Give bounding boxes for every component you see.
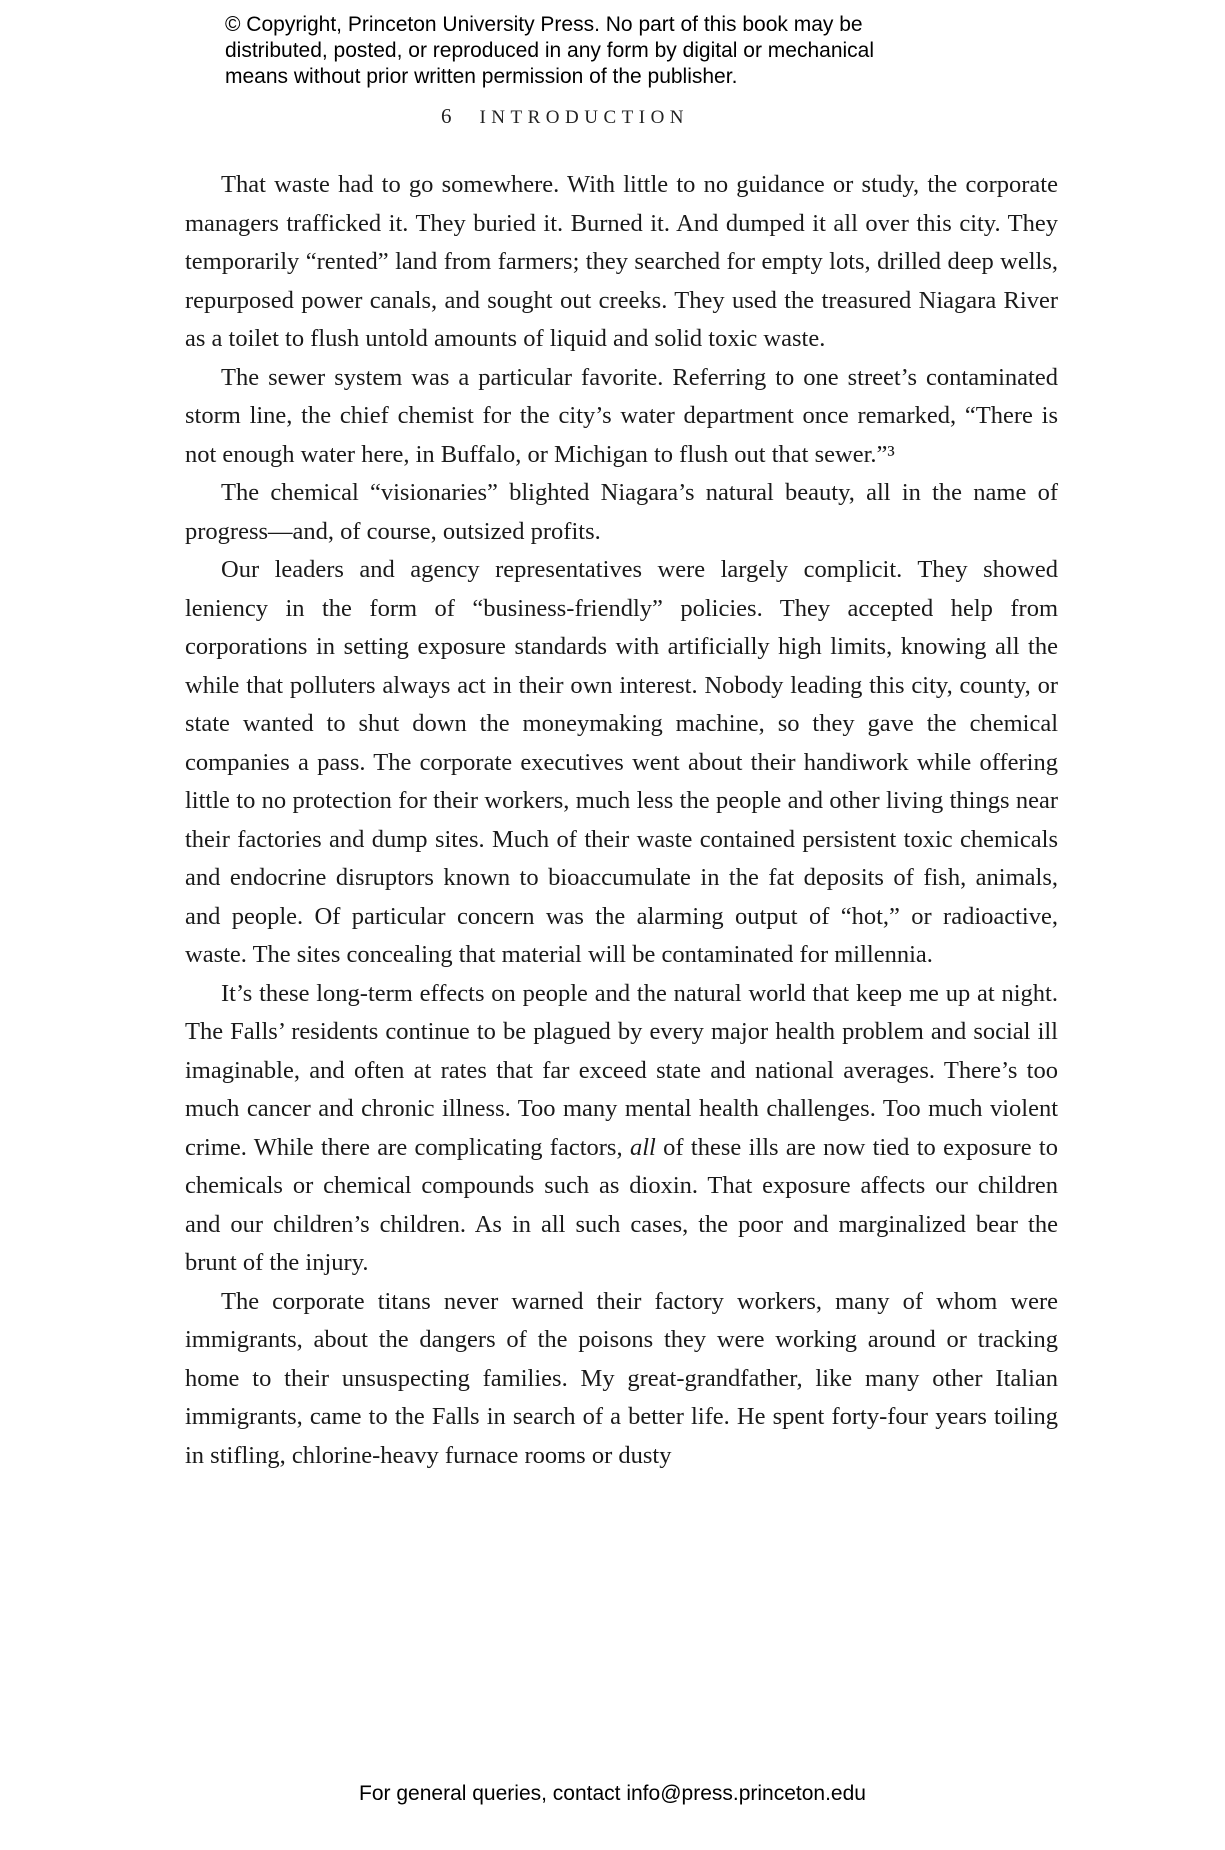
body-paragraph: The sewer system was a particular favorite. Referring to one street’s contaminated storm line, the chief chemist for the city’s water department once remarked, “There is not enough water here, in Buffalo, or Michigan to flush out that sewer.”³: [185, 363, 1058, 468]
page-footer-contact: For general queries, contact info@press.princeton.edu: [359, 1782, 866, 1805]
copyright-notice: [225, 12, 874, 90]
copyright-line: distributed, posted, or reproduced in any form by digital or mechanical: [225, 39, 875, 62]
body-paragraph: The chemical “visionaries” blighted Niagara’s natural beauty, all in the name of progress—and, of course, outsized profits.: [185, 479, 1058, 545]
chapter-running-title: INTRODUCTION: [479, 107, 690, 128]
copyright-line: © Copyright, Princeton University Press. No part of this book may be: [225, 13, 863, 36]
page-number: 6: [440, 104, 452, 128]
body-paragraph: It’s these long-term effects on people and the natural world that keep me up at night. The Falls’ residents continue to be plagued by every major health problem and social ill imaginable, and often at rates that far exceed state and national averages. There’s too much cancer and chronic illness. Too many mental health challenges. Too much violent crime. While there are complicating factors, all of these ills are now tied to exposure to chemicals or chemical compounds such as dioxin. That exposure affects our children and our children’s children. As in all such cases, the poor and marginalized bear the brunt of the injury.: [185, 979, 1058, 1276]
body-paragraph: That waste had to go somewhere. With little to no guidance or study, the corporate managers trafficked it. They buried it. Burned it. And dumped it all over this city. They temporarily “rented” land from farmers; they searched for empty lots, drilled deep wells, repurposed power canals, and sought out creeks. They used the treasured Niagara River as a toilet to flush untold amounts of liquid and solid toxic waste.: [185, 171, 1058, 352]
page-header: [185, 104, 945, 129]
copyright-line: means without prior written permission of the publisher.: [225, 65, 738, 88]
body-paragraph: The corporate titans never warned their factory workers, many of whom were immigrants, about the dangers of the poisons they were working around or tracking home to their unsuspecting families. My great-grandfather, like many other Italian immigrants, came to the Falls in search of a better life. He spent forty-four years toiling in stifling, chlorine-heavy furnace rooms or dusty: [185, 1287, 1058, 1469]
body-text-block: [185, 166, 1058, 1475]
body-paragraph: Our leaders and agency representatives were largely complicit. They showed leniency in the form of “business-friendly” policies. They accepted help from corporations in setting exposure standards with artificially high limits, knowing all the while that polluters always act in their own interest. Nobody leading this city, county, or state wanted to shut down the moneymaking machine, so they gave the chemical companies a pass. The corporate executives went about their handiwork while offering little to no protection for their workers, much less the people and other living things near their factories and dump sites. Much of their waste contained persistent toxic chemicals and endocrine disruptors known to bioaccumulate in the fat deposits of fish, animals, and people. Of particular concern was the alarming output of “hot,” or radioactive, waste. The sites concealing that material will be contaminated for millennia.: [185, 556, 1058, 968]
